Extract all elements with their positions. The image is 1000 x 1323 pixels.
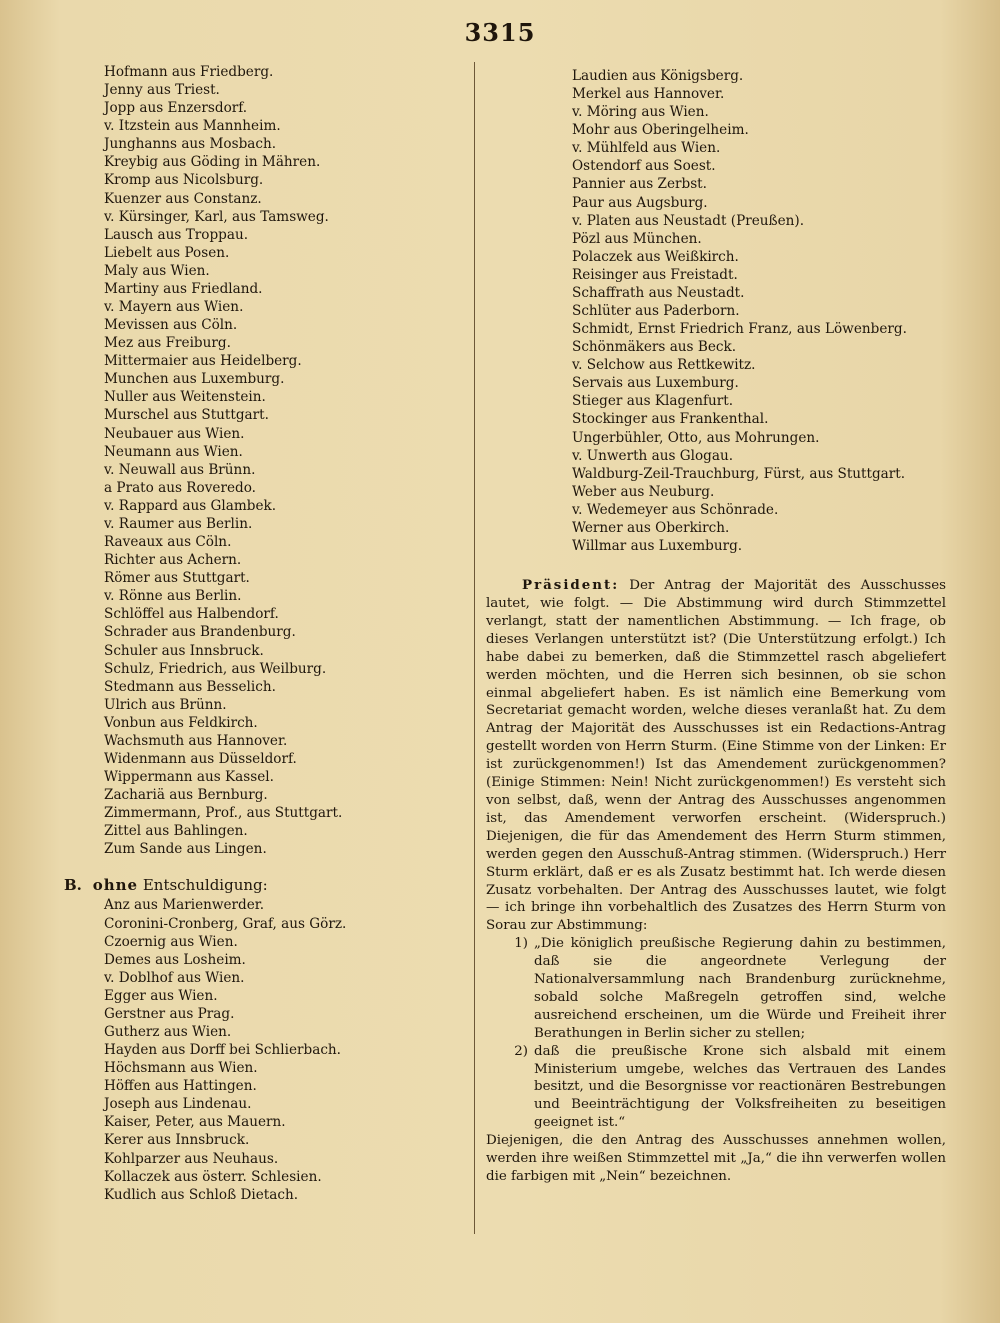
list-item: Kudlich aus Schloß Dietach.	[104, 1186, 299, 1203]
list-item: Zachariä aus Bernburg.	[104, 787, 268, 804]
list-item: Pannier aus Zerbst.	[572, 176, 707, 193]
list-item: Vonbun aus Feldkirch.	[104, 714, 258, 731]
list-item: Willmar aus Luxemburg.	[572, 538, 743, 555]
list-item: Maly aus Wien.	[104, 262, 210, 279]
list-item: Czoernig aus Wien.	[104, 933, 238, 950]
list-item: v. Doblhof aus Wien.	[104, 969, 245, 986]
list-item: Ungerbühler, Otto, aus Mohrungen.	[572, 429, 820, 446]
list-item: v. Itzstein aus Mannheim.	[104, 118, 281, 135]
left-column	[64, 63, 464, 1204]
motion-text: daß die preußische Krone sich alsbald mit einem Ministerium umgebe, welches das Vertrauen des Landes besitzt, und die Besorgnisse vor reactionären Bestrebungen und Beeinträchtigung der Volksfreiheiten zu beseitigen geeignet ist.“	[534, 1043, 946, 1131]
list-item: Höchsmann aus Wien.	[104, 1060, 258, 1077]
list-item: v. Selchow aus Rettkewitz.	[572, 357, 756, 374]
list-item: Pözl aus München.	[572, 230, 702, 247]
list-item: Stieger aus Klagenfurt.	[572, 393, 734, 410]
list-item: Munchen aus Luxemburg.	[104, 371, 285, 388]
list-item: v. Möring aus Wien.	[572, 104, 709, 121]
list-item: a Prato aus Roveredo.	[104, 479, 256, 496]
list-item: v. Unwerth aus Glogau.	[572, 447, 734, 464]
president-speech	[486, 577, 946, 935]
list-item: Zimmermann, Prof., aus Stuttgart.	[104, 805, 343, 822]
list-item: v. Wedemeyer aus Schönrade.	[572, 501, 779, 518]
list-item: Martiny aus Friedland.	[104, 280, 263, 297]
motion-number: 1)	[514, 936, 528, 952]
list-item: Joseph aus Lindenau.	[104, 1096, 252, 1113]
list-item: Demes aus Losheim.	[104, 951, 246, 968]
list-item: Raveaux aus Cöln.	[104, 534, 232, 551]
list-item: Schaffrath aus Neustadt.	[572, 284, 745, 301]
list-item: Kohlparzer aus Neuhaus.	[104, 1150, 279, 1167]
list-item: Kuenzer aus Constanz.	[104, 190, 262, 207]
list-item: Schulz, Friedrich, aus Weilburg.	[104, 660, 327, 677]
list-item: Schönmäkers aus Beck.	[572, 339, 737, 356]
list-item: Ulrich aus Brünn.	[104, 696, 227, 713]
list-item: Mohr aus Oberingelheim.	[572, 122, 749, 139]
column-divider	[474, 62, 475, 1234]
list-item: Schlüter aus Paderborn.	[572, 303, 740, 320]
attendance-list-right	[486, 67, 946, 555]
list-item: Jenny aus Triest.	[104, 82, 220, 99]
list-item: Weber aus Neuburg.	[572, 483, 715, 500]
list-item: Lausch aus Troppau.	[104, 226, 249, 243]
list-item: v. Neuwall aus Brünn.	[104, 461, 256, 478]
closing-paragraph: Diejenigen, die den Antrag des Ausschusses annehmen wollen, werden ihre weißen Stimmzettel mit „Ja,“ die ihn verwerfen wollen die farbigen mit „Nein“ bezeichnen.	[486, 1133, 946, 1185]
list-item: Gerstner aus Prag.	[104, 1005, 235, 1022]
speech-text: Der Antrag der Majorität des Ausschusses lautet, wie folgt. — Die Abstimmung wird durch Stimmzettel verlangt, statt der namentlichen Abstimmung. — Ich frage, ob dieses Verlangen unterstützt ist? (Die Unterstützung erfolgt.) Ich habe dabei zu bemerken, daß die Stimmzettel rasch abgeliefert werden möchten, und die Herren sich besinnen, ob sie schon einmal abgeliefert haben. Es ist nämlich eine Bemerkung vom Secretariat gemacht worden, welche dieses veranlaßt hat. Zu dem Antrag der Majorität des Ausschusses ist ein Redactions-Antrag gestellt worden von Herrn Sturm. (Eine Stimme von der Linken: Er ist zurückgenommen!) Ist das Amendement zurückgenommen? (Einige Stimmen: Nein! Nicht zurückgenommen!) Es versteht sich von selbst, daß, wenn der Antrag des Ausschusses angenommen ist, das Amendement verworfen erscheint. (Widerspruch.) Diejenigen, die für das Amendement des Herrn Sturm stimmen, werden gegen den Ausschuß-Antrag stimmen. (Widerspruch.) Herr Sturm erklärt, daß er es als Zusatz bestimmt hat. Ich werde diesen Zusatz vorbehalten. Der Antrag des Ausschusses lautet, wie folgt — ich bringe ihn vorbehaltlich des Zusatzes des Herrn Sturm von Sorau zur Abstimmung:	[486, 578, 946, 934]
list-item: Kreybig aus Göding in Mähren.	[104, 154, 321, 171]
list-item: Nuller aus Weitenstein.	[104, 389, 266, 406]
list-item: Hofmann aus Friedberg.	[104, 64, 274, 80]
list-item: v. Mühlfeld aus Wien.	[572, 140, 721, 157]
list-item: Mez aus Freiburg.	[104, 335, 231, 352]
list-item: Neubauer aus Wien.	[104, 425, 245, 442]
list-item: v. Rappard aus Glambek.	[104, 497, 277, 514]
list-item: Merkel aus Hannover.	[572, 86, 725, 103]
list-item: Widenmann aus Düsseldorf.	[104, 750, 297, 767]
list-item: Anz aus Marienwerder.	[104, 897, 265, 914]
list-item: Zum Sande aus Lingen.	[104, 841, 267, 858]
list-item: Schmidt, Ernst Friedrich Franz, aus Löwenberg.	[572, 321, 907, 338]
right-column	[486, 67, 946, 1186]
list-item: Gutherz aus Wien.	[104, 1023, 232, 1040]
list-item: Reisinger aus Freistadt.	[572, 266, 738, 283]
list-item: Polaczek aus Weißkirch.	[572, 248, 739, 265]
list-item: Liebelt aus Posen.	[104, 244, 230, 261]
list-item: Zittel aus Bahlingen.	[104, 823, 248, 840]
motion-text: „Die königlich preußische Regierung dahin zu bestimmen, daß sie die angeordnete Verlegung der Nationalversammlung nach Brandenburg zurücknehme, sobald solche Maßregeln getroffen sind, welche ausreichend erscheinen, um die Würde und Freiheit ihrer Berathungen in Berlin sicher zu stellen;	[534, 936, 946, 1041]
list-item: Murschel aus Stuttgart.	[104, 407, 269, 424]
list-item: Schlöffel aus Halbendorf.	[104, 606, 279, 623]
list-item: Mittermaier aus Heidelberg.	[104, 353, 302, 370]
attendance-list-b	[104, 896, 464, 1203]
list-item: Laudien aus Königsberg.	[572, 68, 744, 84]
list-item: Richter aus Achern.	[104, 552, 242, 569]
list-item: Schuler aus Innsbruck.	[104, 642, 264, 659]
list-item: Hayden aus Dorff bei Schlierbach.	[104, 1042, 342, 1059]
list-item: Ostendorf aus Soest.	[572, 158, 716, 175]
motion-number: 2)	[514, 1043, 528, 1059]
page-number: 3315	[464, 18, 536, 47]
list-item: Neumann aus Wien.	[104, 443, 243, 460]
list-item: v. Mayern aus Wien.	[104, 299, 244, 316]
section-letter: B.	[64, 876, 82, 895]
list-item: Stedmann aus Besselich.	[104, 678, 276, 695]
list-item: Coronini-Cronberg, Graf, aus Görz.	[104, 915, 347, 932]
list-item: Kromp aus Nicolsburg.	[104, 172, 264, 189]
section-ohne: ohne	[92, 876, 139, 895]
list-item: v. Rönne aus Berlin.	[104, 588, 242, 605]
list-item: Junghanns aus Mosbach.	[104, 136, 277, 153]
list-item: Kaiser, Peter, aus Mauern.	[104, 1114, 286, 1131]
list-item: Höffen aus Hattingen.	[104, 1078, 257, 1095]
list-item: Wippermann aus Kassel.	[104, 769, 274, 786]
list-item: Mevissen aus Cöln.	[104, 317, 238, 334]
list-item: Kerer aus Innsbruck.	[104, 1132, 250, 1149]
section-title: Entschuldigung:	[142, 876, 268, 895]
section-heading-b	[64, 874, 464, 896]
list-item: Jopp aus Enzersdorf.	[104, 100, 248, 117]
list-item: Wachsmuth aus Hannover.	[104, 732, 288, 749]
motion-item	[500, 1043, 946, 1133]
attendance-list-a	[104, 63, 464, 858]
list-item: v. Raumer aus Berlin.	[104, 515, 253, 532]
speaker-name: Präsident:	[522, 577, 620, 594]
list-item: v. Platen aus Neustadt (Preußen).	[572, 212, 805, 229]
list-item: Egger aus Wien.	[104, 987, 218, 1004]
motion-item	[500, 935, 946, 1042]
list-item: Waldburg-Zeil-Trauchburg, Fürst, aus Stuttgart.	[572, 465, 906, 482]
list-item: Schrader aus Brandenburg.	[104, 624, 296, 641]
list-item: Werner aus Oberkirch.	[572, 519, 730, 536]
list-item: v. Kürsinger, Karl, aus Tamsweg.	[104, 208, 329, 225]
list-item: Paur aus Augsburg.	[572, 194, 708, 211]
list-item: Römer aus Stuttgart.	[104, 570, 250, 587]
list-item: Servais aus Luxemburg.	[572, 375, 739, 392]
list-item: Stockinger aus Frankenthal.	[572, 411, 769, 428]
list-item: Kollaczek aus österr. Schlesien.	[104, 1168, 322, 1185]
motion-list	[500, 935, 946, 1132]
